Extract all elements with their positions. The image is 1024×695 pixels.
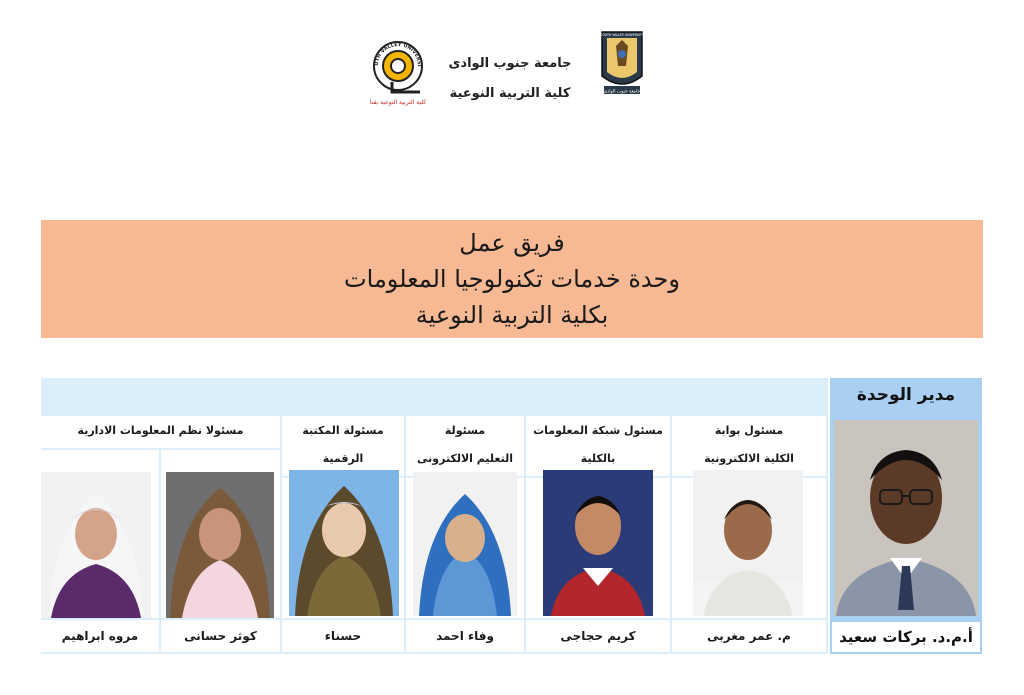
banner-line-3: بكلية التربية النوعية [415,301,609,329]
right-logo-caption: جامعة جنوب الوادى [603,89,641,95]
university-name: جامعة جنوب الوادى [448,56,572,71]
role-line: مسئول شبكة المعلومات [533,424,663,437]
member-name: كوثر حسانى [184,629,257,643]
team-panel [41,378,828,654]
banner-line-1: فريق عمل [459,229,565,257]
director-photo [834,420,978,616]
portrait-photo [413,472,517,616]
right-logo-ring-text: SOUTH VALLEY UNIVERSITY [600,33,644,37]
banner-line-2: وحدة خدمات تكنولوجيا المعلومات [344,265,680,293]
university-logo [598,26,646,98]
role-line: بالكلية [580,452,616,465]
member-name: م. عمر مغربى [707,629,791,643]
faculty-logo [362,36,434,108]
role-line: الكلية الالكترونية [704,452,794,465]
left-logo-ring-text: UTH VALLEY UNIVERSI [373,41,423,67]
role-line: مسئولة [444,424,486,437]
member-name: حسناء [324,629,362,643]
left-logo-caption: كلية التربية النوعية بقنا [369,99,427,106]
portrait-photo [543,470,653,616]
portrait-photo [693,470,803,616]
faculty-name: كلية التربية النوعية [449,86,571,101]
member-name: وفاء احمد [436,629,494,643]
director-name: أ.م.د. بركات سعيد [832,622,980,652]
member-name: كريم حجاجى [560,629,636,643]
portrait-photo [289,470,399,616]
portrait-photo [166,472,274,618]
role-line: مسئول بوابة [714,424,784,437]
role-line: التعليم الالكترونى [417,452,513,465]
role-line: مسئولا نظم المعلومات الادارية [77,424,244,437]
role-line: الرقمية [322,452,364,465]
director-title: مدير الوحدة [856,385,956,405]
title-banner [41,220,983,338]
role-line: مسئولة المكتبة [302,424,384,437]
member-name: مروه ابراهيم [61,629,139,643]
portrait-photo [41,472,151,618]
